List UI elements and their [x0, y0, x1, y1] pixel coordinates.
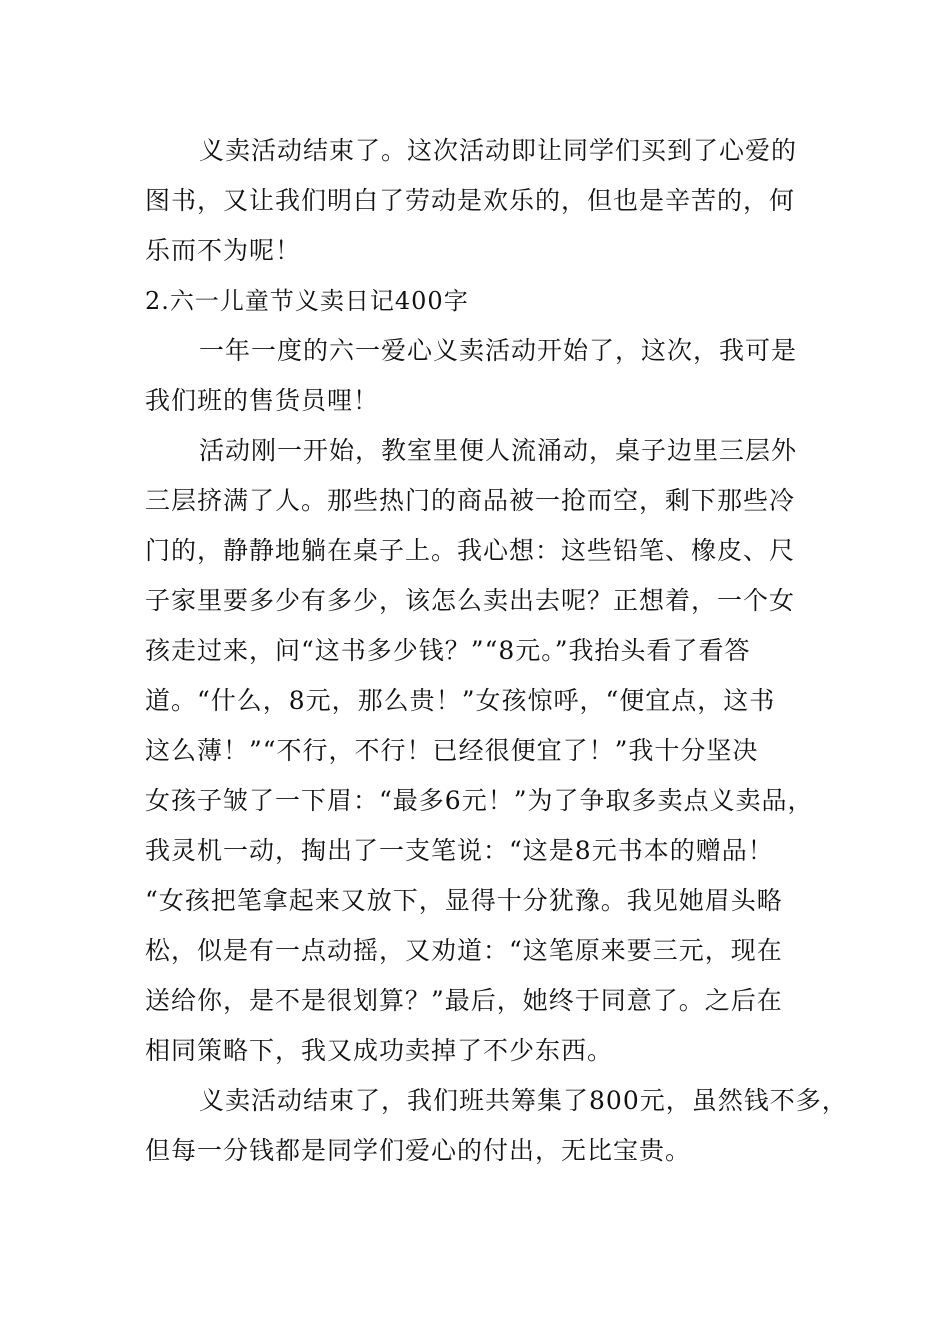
paragraph-4	[145, 1076, 848, 1176]
paragraph-line: 我灵机一动，掏出了一支笔说：“这是8元书本的赠品！	[145, 836, 774, 865]
paragraph-line: 但每一分钱都是同学们爱心的付出，无比宝贵。	[145, 1136, 692, 1165]
paragraph-line: 义卖活动结束了。这次活动即让同学们买到了心爱的	[199, 136, 798, 165]
paragraph-line: 这么薄！”“不行，不行！已经很便宜了！”我十分坚决	[145, 736, 759, 765]
document-body	[145, 126, 848, 1176]
paragraph-line: 门的，静静地躺在桌子上。我心想：这些铅笔、橡皮、尺	[145, 536, 796, 565]
paragraph-1	[145, 126, 825, 276]
paragraph-line: 道。“什么，8元，那么贵！”女孩惊呼，“便宜点，这书	[145, 686, 776, 715]
paragraph-line: “女孩把笔拿起来又放下，显得十分犹豫。我见她眉头略	[145, 886, 783, 915]
paragraph-line: 乐而不为呢！	[145, 236, 302, 265]
paragraph-line: 我们班的售货员哩！	[145, 386, 380, 415]
paragraph-line: 送给你，是不是很划算？”最后，她终于同意了。之后在	[145, 986, 783, 1015]
paragraph-line: 三层挤满了人。那些热门的商品被一抢而空，剩下那些冷	[145, 486, 796, 515]
paragraph-3	[145, 426, 825, 1076]
paragraph-line: 松，似是有一点动摇，又劝道：“这笔原来要三元，现在	[145, 936, 783, 965]
section-heading: 2.六一儿童节义卖日记400字	[145, 287, 469, 315]
paragraph-line: 孩走过来，问“这书多少钱？”“8元。”我抬头看了看答	[145, 636, 751, 665]
paragraph-line: 活动刚一开始，教室里便人流涌动，桌子边里三层外	[199, 436, 798, 465]
paragraph-line: 子家里要多少有多少，该怎么卖出去呢？正想着，一个女	[145, 586, 796, 615]
paragraph-line: 女孩子皱了一下眉：“最多6元！”为了争取多卖点义卖品，	[145, 786, 814, 815]
paragraph-line: 图书，又让我们明白了劳动是欢乐的，但也是辛苦的，何	[145, 186, 796, 215]
paragraph-line: 义卖活动结束了，我们班共筹集了800元，虽然钱不多，	[199, 1086, 848, 1115]
paragraph-2	[145, 326, 825, 426]
paragraph-line: 相同策略下，我又成功卖掉了不少东西。	[145, 1036, 614, 1065]
paragraph-line: 一年一度的六一爱心义卖活动开始了，这次，我可是	[199, 336, 798, 365]
